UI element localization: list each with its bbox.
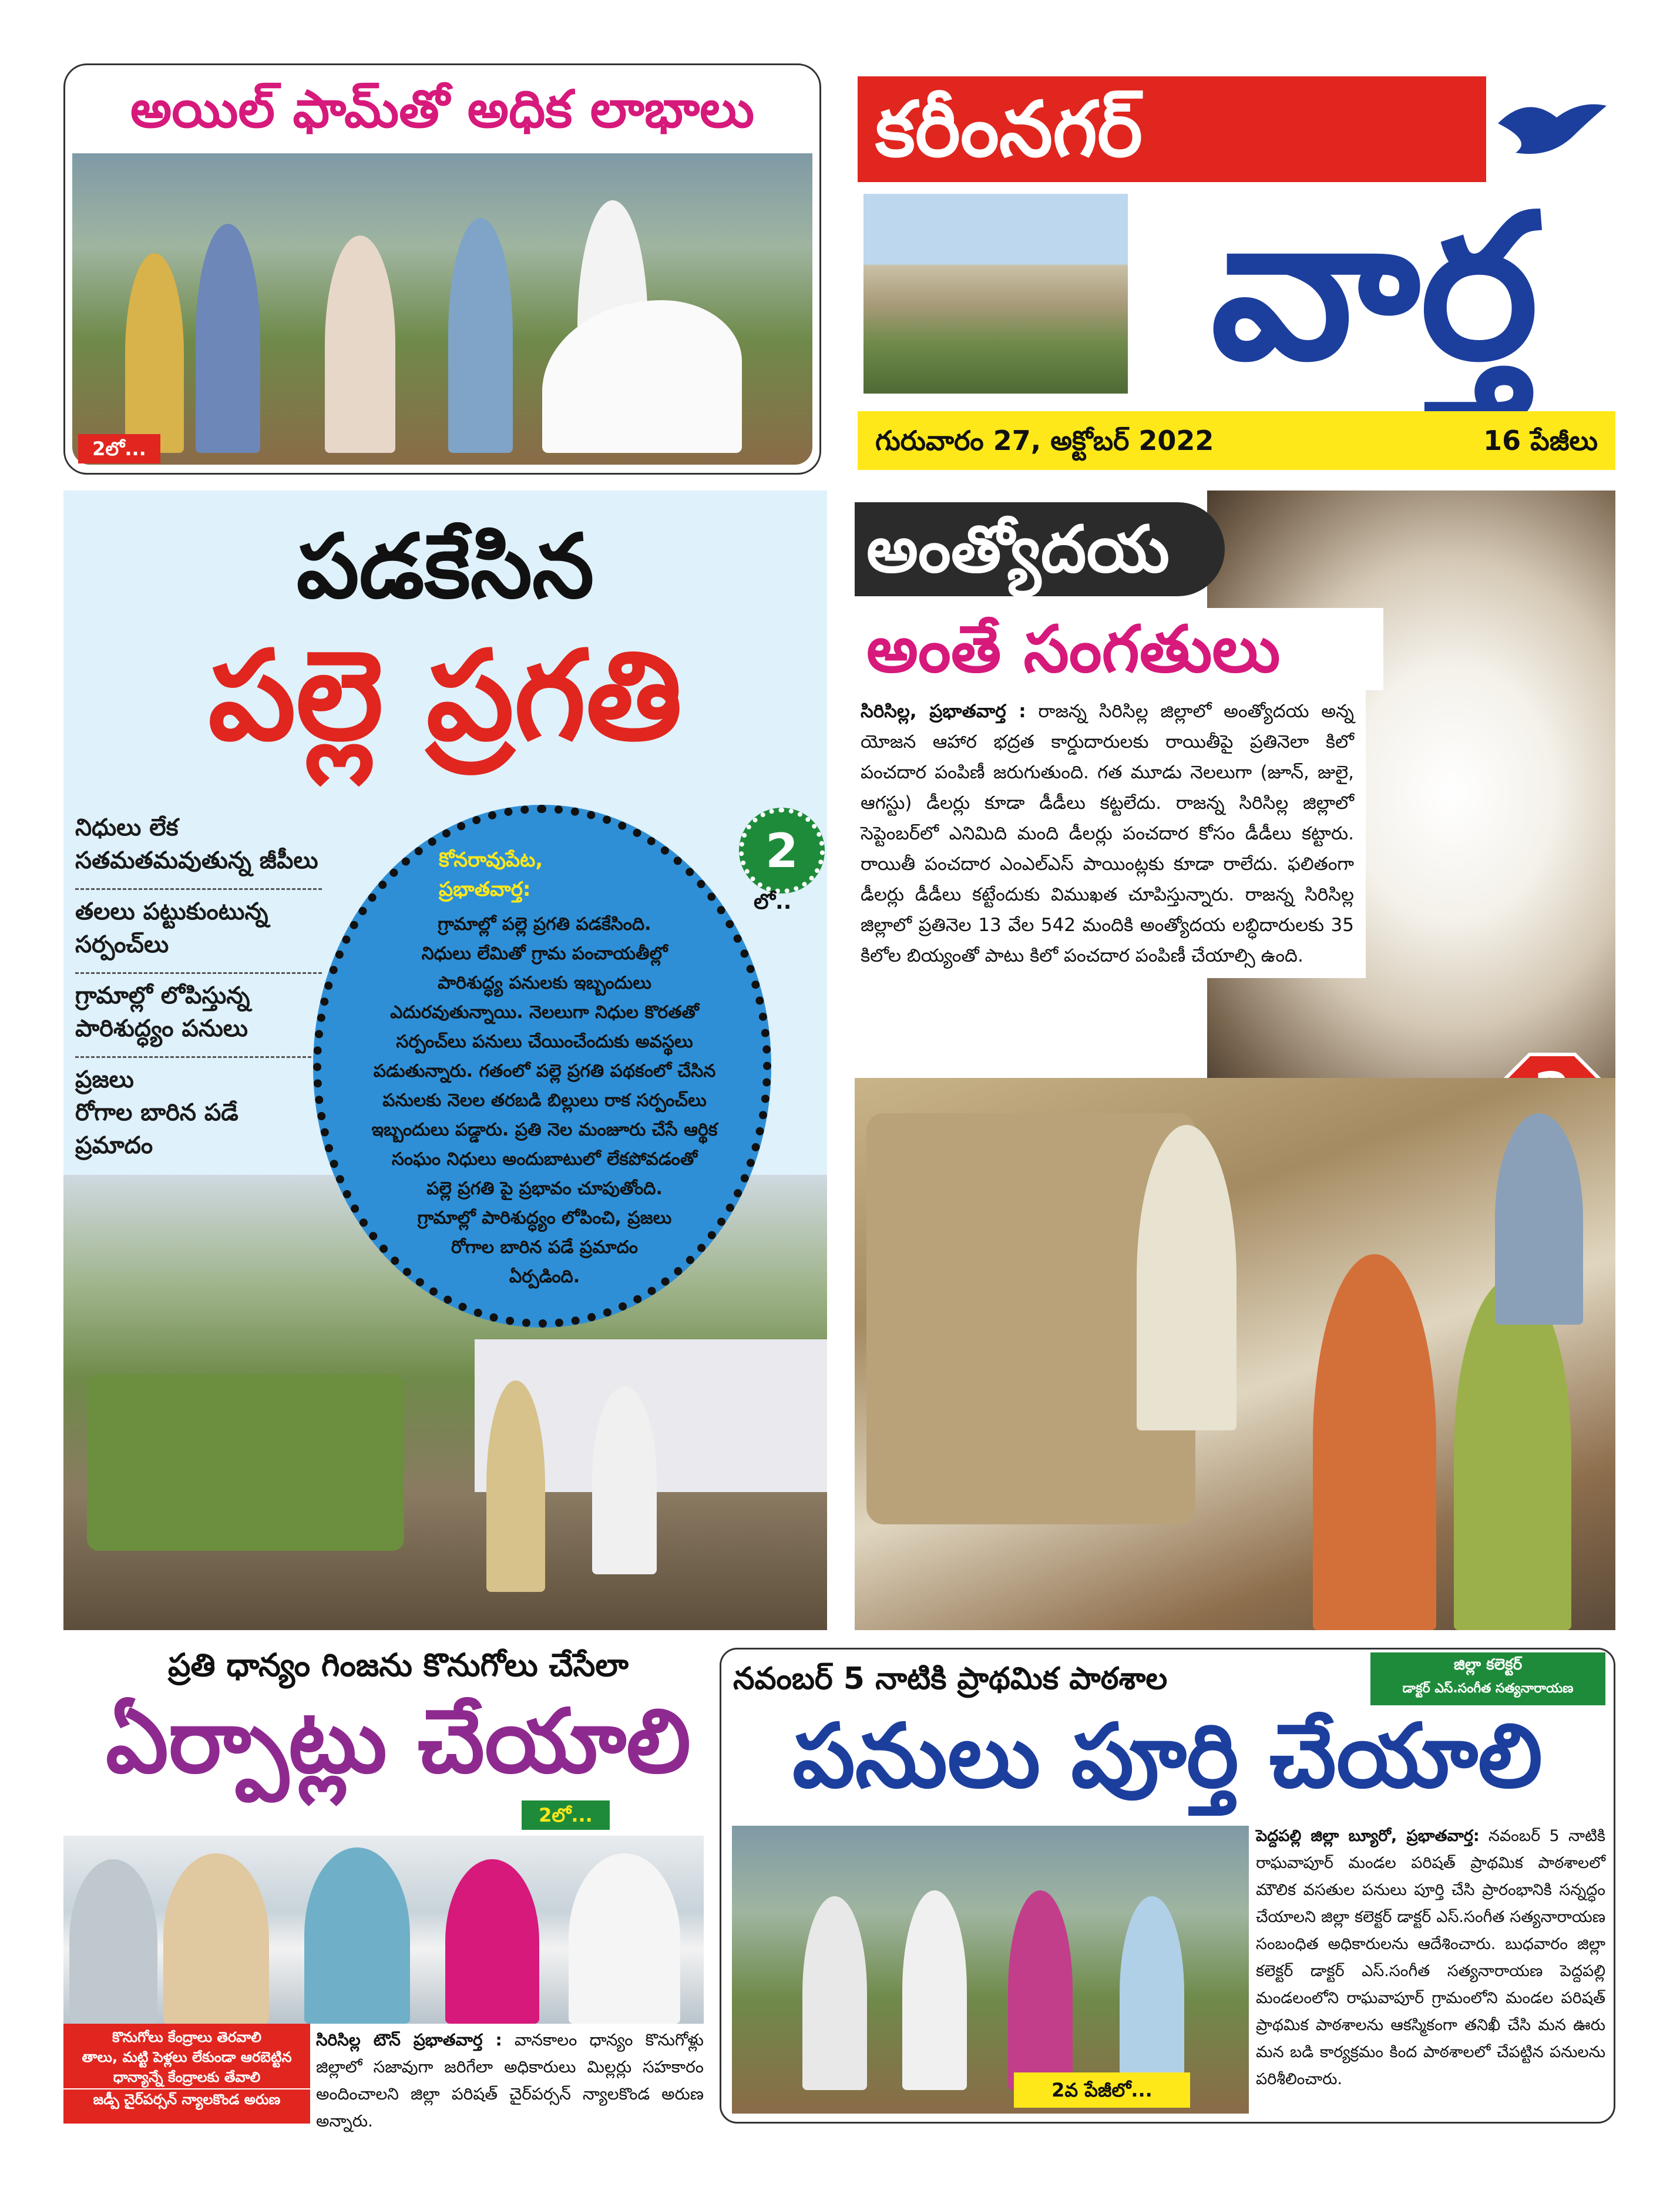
person-figure <box>1008 1890 1073 2090</box>
person-figure <box>1313 1254 1436 1630</box>
person-figure <box>1120 1896 1184 2090</box>
ration-shop-photo <box>855 1078 1615 1630</box>
antyodaya-body: రాజన్న సిరిసిల్ల జిల్లాలో అంత్యోదయ అన్న యోజన ఆహార భద్రత కార్డుదారులకు రాయితీపై ప్రతినెలా కిలో పంచదార పంపిణీ జరుగుతుంది. గత మూడు నెలలుగా (జూన్, జులై, ఆగస్టు) డీలర్లు కూడా డీడీలు కట్టలేదు. రాజన్న సిరిసిల్ల జిల్లాలో సెప్టెంబర్‌లో ఎనిమిది మంది డీలర్లు పంచదార కోసం డీడీలు కట్టారు. రాయితీ పంచదార ఎంఎల్ఎస్ పాయింట్లకు కూడా రాలేదు. ఫలితంగా డీలర్లు డీడీలు కట్టేందుకు విముఖత చూపిస్తున్నారు. రాజన్న సిరిసిల్ల జిల్లాలో ప్రతినెల 13 వేల 542 మందికి అంత్యోదయ లబ్ధిదారులకు 35 కిలోల బియ్యంతో పాటు కిలో పంచదార పంపిణీ చేయాల్సి ఉంది. <box>861 701 1355 966</box>
masthead-name-top: కరీంనగర్ <box>858 76 1486 182</box>
school-page-ref[interactable]: 2వ పేజీలో... <box>1014 2072 1190 2108</box>
lead-body-circle <box>313 805 771 1328</box>
person-figure <box>486 1380 545 1592</box>
antyodaya-headline: అంతే సంగతులు <box>855 608 1383 690</box>
person-figure <box>1137 1125 1237 1430</box>
bullet-item: ప్రజలు రోగాల బారిన పడే ప్రమాదం <box>75 1066 238 1159</box>
antyodaya-kicker-band <box>855 502 1225 596</box>
lead-kicker: పడకేసిన <box>296 516 594 618</box>
grain-body-wrap <box>316 2027 704 2135</box>
oil-palm-photo <box>72 153 812 465</box>
grain-caption-box: కొనుగోలు కేంద్రాలు తెరవాలి తాలు, మట్టి పెళ్లలు లేకుండా ఆరబెట్టిన ధాన్యాన్నే కేంద్రాలకు తేవాలి జడ్పీ చైర్‌పర్సన్ న్యాలకొండ అరుణ <box>63 2024 310 2124</box>
issue-date: గురువారం 27, అక్టోబర్ 2022 <box>875 425 1214 456</box>
masthead <box>858 76 1615 476</box>
person-figure <box>569 1853 680 2024</box>
antyodaya-kicker: అంత్యోదయ <box>866 512 1170 587</box>
grain-page-ref[interactable]: 2లో... <box>522 1800 610 1830</box>
lead-page-badge[interactable]: 2 <box>739 808 825 893</box>
lead-source: ప్రభాతవార్త: <box>439 878 531 901</box>
oil-palm-page-ref[interactable]: 2లో... <box>78 434 160 463</box>
person-figure <box>325 236 395 453</box>
lead-dateline: కోనరావుపేట, <box>439 848 543 872</box>
school-body-wrap <box>1256 1823 1605 2093</box>
antyodaya-story <box>855 491 1615 1630</box>
grain-headline: ఏర్పాట్లు చేయాలి <box>105 1691 691 1793</box>
lead-body: గ్రామాల్లో పల్లె ప్రగతి పడకేసింది. నిధులు లేమితో గ్రామ పంచాయతీల్లో పారిశుద్ధ్య పనులకు ఇబ్బందులు ఎదురవుతున్నాయి. నెలలుగా నిధుల కొరతతో సర్పంచ్‌లు పనులు చేయించేందుకు అవస్థలు పడుతున్నారు. గతంలో పల్లె ప్రగతి పథకంలో చేసిన పనులకు నెలల తరబడి బిల్లులు రాక సర్పంచ్‌లు ఇబ్బందులు పడ్డారు. ప్రతి నెల మంజూరు చేసే ఆర్థిక సంఘం నిధులు అందుబాటులో లేకపోవడంతో పల్లె ప్రగతి పై ప్రభావం చూపుతోంది. గ్రామాల్లో పారిశుద్ధ్యం లోపించి, ప్రజలు రోగాల బారిన పడే ప్రమాదం ఏర్పడింది. <box>371 914 718 1287</box>
meeting-photo <box>63 1836 704 2024</box>
school-photo <box>732 1826 1249 2114</box>
date-bar <box>858 411 1615 470</box>
person-figure <box>902 1890 967 2090</box>
school-body: నవంబర్ 5 నాటికి రాఘవాపూర్ మండల పరిషత్ ప్రాథమిక పాఠశాలలో మౌలిక వసతుల పనులు పూర్తి చేసి ప్రారంభానికి సన్నద్ధం చేయాలని జిల్లా కలెక్టర్ డాక్టర్ ఎస్.సంగీత సత్యనారాయణ సంబంధిత అధికారులను ఆదేశించారు. బుధవారం జిల్లా కలెక్టర్ డాక్టర్ ఎస్.సంగీత సత్యనారాయణ పెద్దపల్లి మండలంలోని రాఘవాపూర్ గ్రామంలోని మండల పరిషత్ ప్రాథమిక పాఠశాలను ఆకస్మికంగా తనిఖీ చేసి మన ఊరు మన బడి కార్యక్రమం కింద పాఠశాలలో చేపట్టిన పనులను పరిశీలించారు. <box>1256 1827 1606 2088</box>
grain-dateline: సిరిసిల్ల టౌన్ ప్రభాతవార్త : <box>316 2030 502 2050</box>
lead-headline: పల్లె ప్రగతి <box>208 624 683 768</box>
person-figure <box>1495 1113 1583 1325</box>
bullet-item: తలలు పట్టుకుంటున్న సర్పంచ్‌లు <box>75 890 322 974</box>
person-figure <box>542 300 742 453</box>
lead-badge-suffix: లో.. <box>754 890 792 914</box>
person-figure <box>69 1859 157 2024</box>
antyodaya-dateline: సిరిసిల్ల, ప్రభాతవార్త : <box>861 701 1026 722</box>
antyodaya-text-box <box>855 690 1366 978</box>
school-dateline: పెద్దపల్లి జిల్లా బ్యూరో, ప్రభాతవార్త: <box>1256 1827 1480 1845</box>
oil-palm-story <box>63 63 821 475</box>
person-figure <box>802 1896 867 2090</box>
dam-photo <box>863 194 1128 394</box>
lead-bullets <box>75 811 322 1165</box>
lead-story <box>63 491 827 1630</box>
person-figure <box>196 224 260 453</box>
person-figure <box>163 1853 269 2024</box>
grain-body: వానకాలం ధాన్యం కొనుగోళ్లు జిల్లాలో సజావుగా జరిగేలా అధికారులు మిల్లర్లు సహకారం అందించాలని జిల్లా పరిషత్ చైర్‌పర్సన్ న్యాలకొండ అరుణ అన్నారు. <box>316 2030 704 2131</box>
grain-story <box>63 1645 733 2131</box>
page-count: 16 పేజీలు <box>1483 425 1598 456</box>
school-tag: జిల్లా కలెక్టర్ డాక్టర్ ఎస్.సంగీత సత్యనారాయణ <box>1370 1652 1605 1705</box>
bullet-item: నిధులు లేక సతమతమవుతున్న జీపీలు <box>75 811 322 890</box>
oil-palm-headline: అయిల్ ఫామ్‌తో అధిక లాభాలు <box>130 79 755 139</box>
school-headline: పనులు పూర్తి చేయాలి <box>792 1705 1543 1808</box>
school-story <box>720 1648 1615 2124</box>
person-figure <box>592 1386 657 1574</box>
masthead-name-main: వార్త <box>1211 172 1538 404</box>
tractor-trolley <box>87 1375 404 1551</box>
person-figure <box>448 218 513 453</box>
person-figure <box>445 1859 539 2024</box>
person-figure <box>125 253 184 453</box>
grain-kicker: ప్రతి ధాన్యం గింజను కొనుగోలు చేసేలా <box>168 1647 629 1684</box>
school-kicker: నవంబర్ 5 నాటికి ప్రాథమిక పాఠశాల <box>733 1661 1168 1696</box>
person-figure <box>1454 1278 1571 1630</box>
bullet-item: గ్రామాల్లో లోపిస్తున్న పారిశుద్ధ్యం పనులు <box>75 974 322 1058</box>
person-figure <box>304 1847 410 2024</box>
